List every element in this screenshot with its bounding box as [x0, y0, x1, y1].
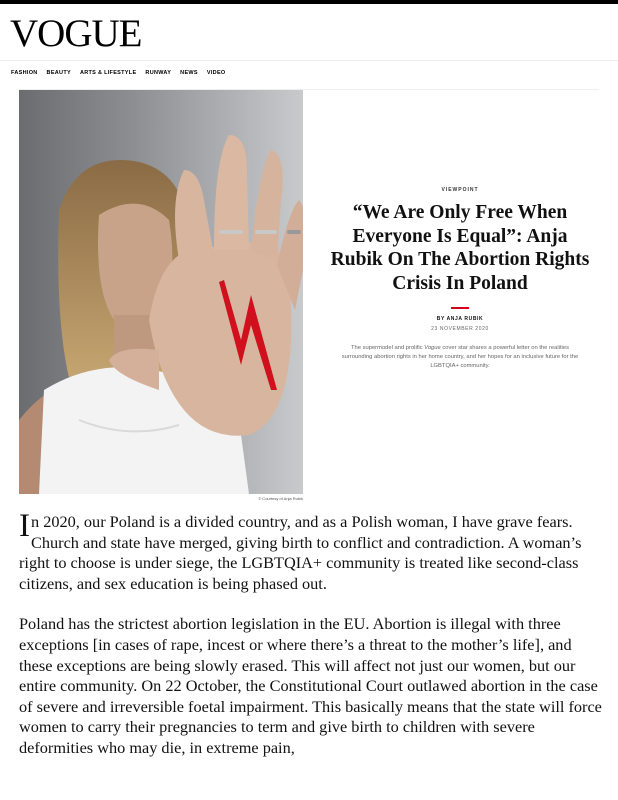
nav-item-news[interactable]: NEWS [180, 70, 198, 76]
vogue-logo[interactable]: VOGUE [10, 12, 142, 55]
paragraph-2: Poland has the strictest abortion legislation in the EU. Abortion is illegal with three exceptions [in cases of rape, incest or where there’s a threat to the mother’s life], and these exceptions are being slowly erased. This will affect not just our women, but our entire community. On 22 October, the Constitutional Court outlawed abortion in the case of severe and irreversible foetal impairment. This basically means that the state will force women to carry their pregnancies to term and give birth to children with severe deformities who may die, in extreme pain, [19, 614, 602, 757]
author-byline[interactable]: BY ANJA RUBIK [436, 316, 484, 322]
paragraph-1-text: n 2020, our Poland is a divided country, and as a Polish woman, I have grave fears. Church and state have merged, giving birth to conflict and contradiction. A woman’s right to choose is under siege, the LGBTQIA+ community is treated like second-class citizens, and sex education is being phased out. [19, 512, 582, 593]
dek-text-start: The supermodel and prolific [351, 345, 425, 351]
nav-item-runway[interactable]: RUNWAY [145, 70, 172, 76]
section-kicker[interactable]: VIEWPOINT [441, 187, 479, 193]
nav-item-arts-lifestyle[interactable]: ARTS & LIFESTYLE [79, 70, 137, 76]
dek-vogue: Vogue [424, 345, 441, 351]
article-body [19, 508, 609, 779]
accent-rule [451, 307, 469, 309]
main-nav [11, 70, 226, 76]
portrait-illustration [19, 90, 303, 494]
article-dek [340, 344, 580, 371]
drop-cap: I [19, 508, 30, 544]
nav-item-beauty[interactable]: BEAUTY [46, 70, 71, 76]
hero-image [19, 90, 303, 494]
dek-text-end: cover star shares a powerful letter on the realities surrounding abortion rights in her home country, and her hopes for an inclusive future for the LGBTQIA+ community. [341, 345, 579, 369]
publish-date: 23 NOVEMBER 2020 [431, 326, 489, 332]
top-bar [0, 0, 618, 4]
nav-item-video[interactable]: VIDEO [206, 70, 226, 76]
nav-divider [0, 60, 618, 61]
article-headline: “We Are Only Free When Everyone Is Equal”: Anja Rubik On The Abortion Rights Crisis In Poland [330, 202, 590, 294]
paragraph-1 [19, 508, 609, 594]
article-header [330, 187, 590, 371]
image-caption: © Courtesy of Anja Rubik [258, 496, 303, 501]
nav-item-fashion[interactable]: FASHION [11, 70, 38, 76]
